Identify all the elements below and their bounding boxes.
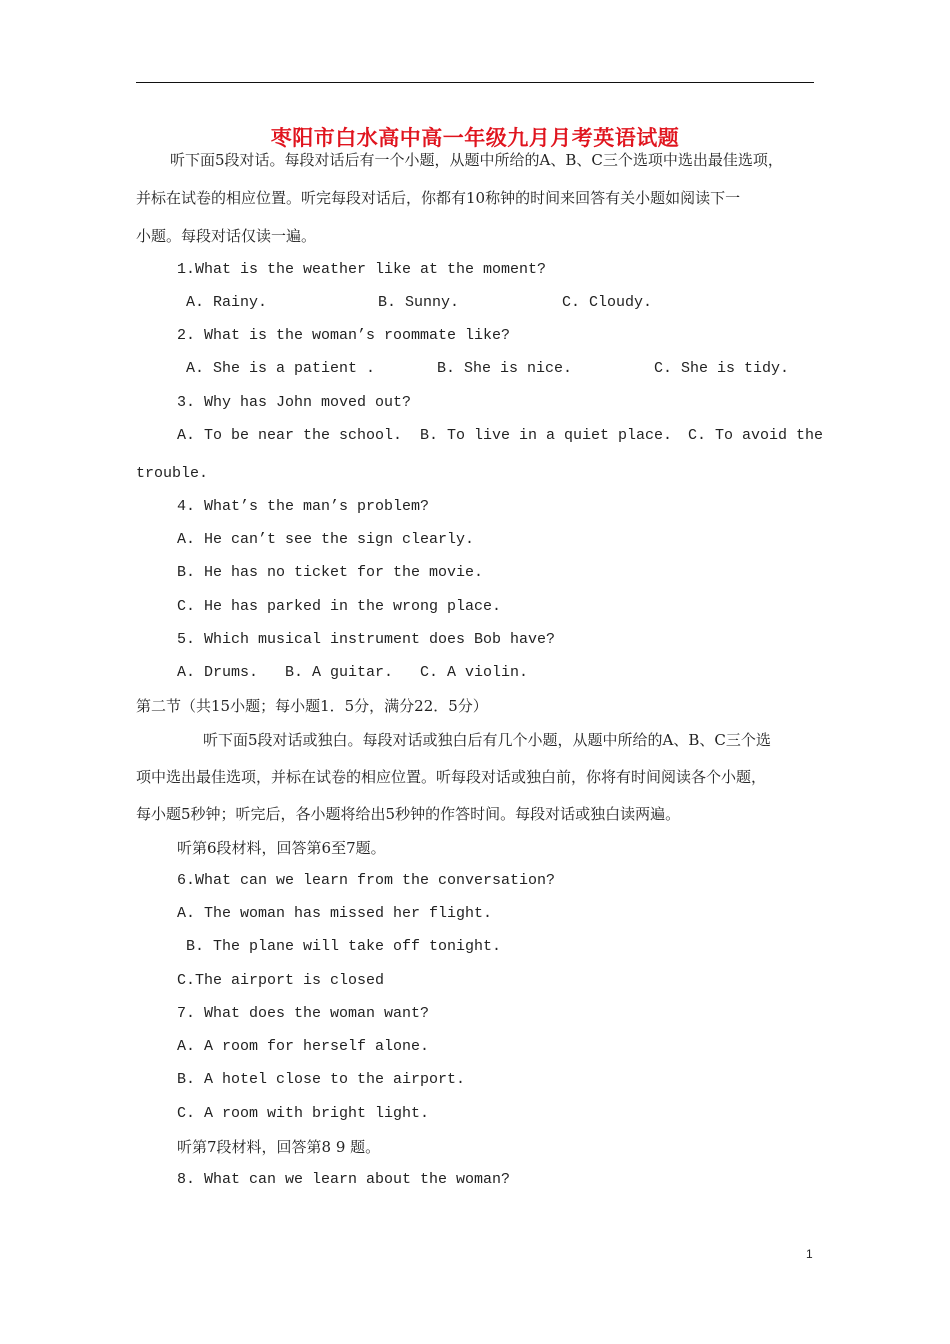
question-3-option-c-continued: trouble. xyxy=(136,465,209,482)
question-5-stem: 5. Which musical instrument does Bob have? xyxy=(177,631,556,648)
question-8-stem: 8. What can we learn about the woman? xyxy=(177,1171,511,1188)
question-5-option-c: C. A violin. xyxy=(420,664,529,681)
question-6-option-a: A. The woman has missed her flight. xyxy=(177,905,493,922)
material-7-heading: 听第7段材料，回答第8 9 题。 xyxy=(177,1138,381,1156)
section-2-instructions-line-3: 每小题5秒钟；听完后，各小题将给出5秒钟的作答时间。每段对话或独白读两遍。 xyxy=(136,805,681,823)
question-5-option-a: A. Drums. xyxy=(177,664,259,681)
question-7-option-b: B. A hotel close to the airport. xyxy=(177,1071,466,1088)
question-3-option-c: C. To avoid the xyxy=(688,427,824,444)
intro-line-1: 听下面5段对话。每段对话后有一个小题，从题中所给的A、B、C三个选项中选出最佳选项， xyxy=(170,151,783,169)
question-2-option-c: C. She is tidy. xyxy=(654,360,790,377)
question-5-option-b: B. A guitar. xyxy=(285,664,394,681)
question-6-option-c: C.The airport is closed xyxy=(177,972,385,989)
question-6-option-b: B. The plane will take off tonight. xyxy=(186,938,502,955)
material-6-heading: 听第6段材料，回答第6至7题。 xyxy=(177,839,386,857)
question-4-option-c: C. He has parked in the wrong place. xyxy=(177,598,502,615)
question-4-option-a: A. He can’t see the sign clearly. xyxy=(177,531,475,548)
intro-line-3: 小题。每段对话仅读一遍。 xyxy=(136,227,317,245)
question-3-option-a: A. To be near the school. xyxy=(177,427,403,444)
question-7-option-a: A. A room for herself alone. xyxy=(177,1038,430,1055)
question-4-stem: 4. What’s the man’s problem? xyxy=(177,498,430,515)
question-3-stem: 3. Why has John moved out? xyxy=(177,394,412,411)
header-rule xyxy=(136,82,814,83)
document-title: 枣阳市白水高中高一年级九月月考英语试题 xyxy=(270,125,680,150)
question-2-option-a: A. She is a patient . xyxy=(186,360,376,377)
page-number: 1 xyxy=(806,1247,813,1261)
question-7-stem: 7. What does the woman want? xyxy=(177,1005,430,1022)
intro-line-2: 并标在试卷的相应位置。听完每段对话后，你都有10称钟的时间来回答有关小题如阅读下一 xyxy=(136,189,741,207)
section-2-instructions-line-2: 项中选出最佳选项，并标在试卷的相应位置。听每段对话或独白前，你将有时间阅读各个小题， xyxy=(136,768,767,786)
question-3-option-b: B. To live in a quiet place. xyxy=(420,427,673,444)
question-6-stem: 6.What can we learn from the conversation? xyxy=(177,872,556,889)
question-4-option-b: B. He has no ticket for the movie. xyxy=(177,564,484,581)
question-1-option-c: C. Cloudy. xyxy=(562,294,653,311)
section-2-instructions-line-1: 听下面5段对话或独白。每段对话或独白后有几个小题，从题中所给的A、B、C三个选 xyxy=(203,731,771,749)
question-2-option-b: B. She is nice. xyxy=(437,360,573,377)
question-1-option-b: B. Sunny. xyxy=(378,294,460,311)
question-1-option-a: A. Rainy. xyxy=(186,294,268,311)
question-2-stem: 2. What is the woman’s roommate like? xyxy=(177,327,511,344)
section-2-heading: 第二节（共15小题；每小题1．5分，满分22．5分） xyxy=(136,697,488,715)
question-1-stem: 1.What is the weather like at the moment? xyxy=(177,261,547,278)
question-7-option-c: C. A room with bright light. xyxy=(177,1105,430,1122)
